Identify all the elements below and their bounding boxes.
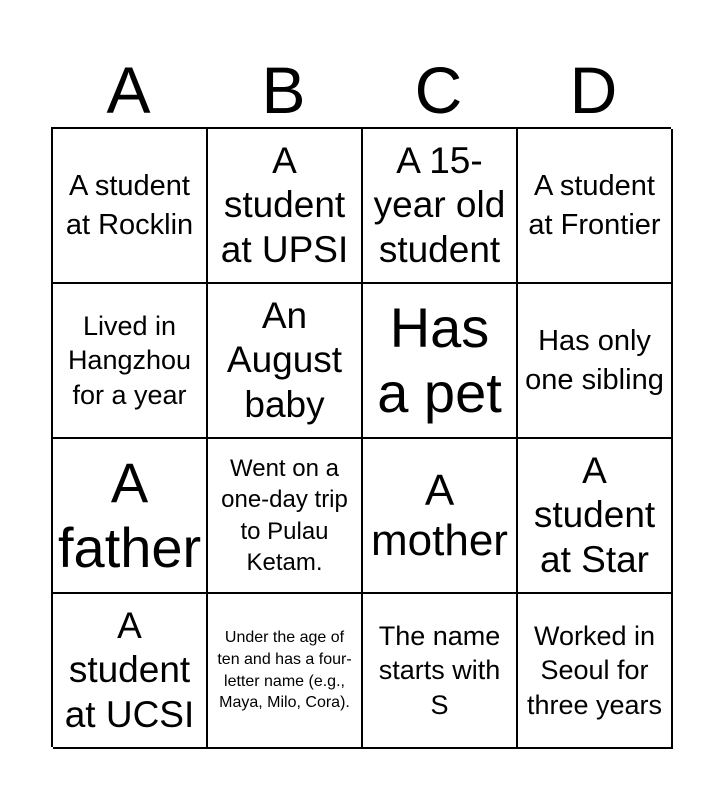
- bingo-cell-d3[interactable]: [518, 439, 673, 594]
- cell-text: A student at UCSI: [64, 604, 195, 735]
- cell-text: An August baby: [226, 294, 343, 425]
- column-header-a: A: [106, 53, 151, 127]
- bingo-cell-d2[interactable]: [518, 284, 673, 439]
- cell-text: Went on a one-day trip to Pulau Ketam.: [221, 455, 348, 576]
- cell-text: Lived in Hangzhou for a year: [67, 311, 192, 410]
- column-header-d: D: [569, 53, 618, 127]
- bingo-cell-c1[interactable]: [363, 129, 518, 284]
- bingo-cell-d1[interactable]: [518, 129, 673, 284]
- cell-text: A student at Star: [533, 449, 656, 580]
- bingo-cell-c4[interactable]: [363, 594, 518, 749]
- cell-text: A 15-year old student: [373, 139, 506, 270]
- column-header-b: B: [261, 53, 306, 127]
- column-headers: [51, 52, 671, 128]
- bingo-cell-a1[interactable]: [53, 129, 208, 284]
- cell-text: A mother: [371, 466, 508, 565]
- cell-text: A student at Rocklin: [65, 170, 194, 241]
- column-header-c: C: [414, 53, 463, 127]
- cell-text: The name starts with S: [378, 621, 501, 720]
- bingo-cell-a2[interactable]: [53, 284, 208, 439]
- cell-text: A student at Frontier: [528, 170, 661, 241]
- bingo-cell-c3[interactable]: [363, 439, 518, 594]
- bingo-cell-b1[interactable]: [208, 129, 363, 284]
- cell-text: Under the age of ten and has a four-letter name (e.g., Maya, Milo, Cora).: [217, 629, 352, 712]
- bingo-cell-b4[interactable]: [208, 594, 363, 749]
- bingo-cell-c2[interactable]: [363, 284, 518, 439]
- cell-text: Has only one sibling: [525, 325, 664, 396]
- cell-text: A father: [58, 451, 202, 579]
- bingo-cell-d4[interactable]: [518, 594, 673, 749]
- bingo-cell-a3[interactable]: [53, 439, 208, 594]
- cell-text: A student at UPSI: [220, 139, 349, 270]
- cell-text: Has a pet: [377, 296, 502, 424]
- bingo-cell-b2[interactable]: [208, 284, 363, 439]
- bingo-cell-b3[interactable]: [208, 439, 363, 594]
- bingo-board: [51, 127, 671, 747]
- bingo-cell-a4[interactable]: [53, 594, 208, 749]
- cell-text: Worked in Seoul for three years: [526, 621, 663, 720]
